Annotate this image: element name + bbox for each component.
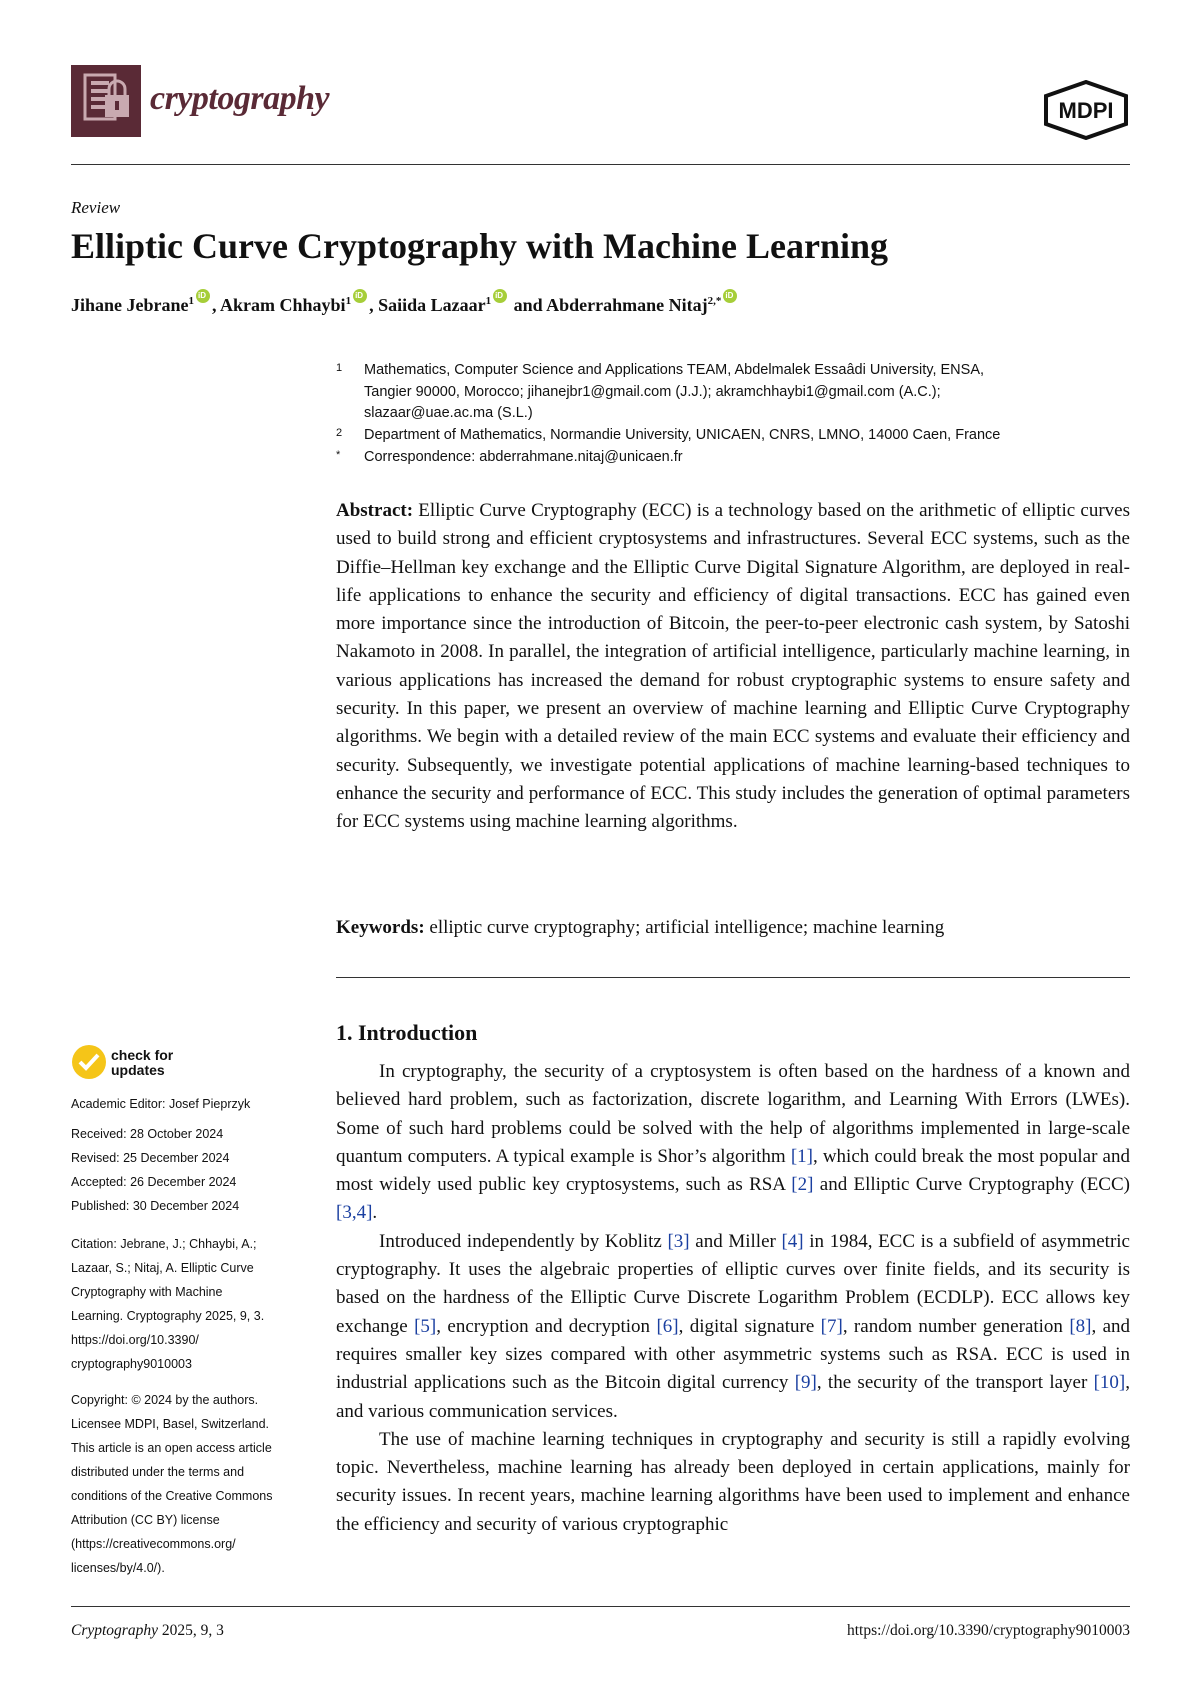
author-sup: 1 xyxy=(345,295,352,307)
affiliation-line: Mathematics, Computer Science and Applications TEAM, Abdelmalek Essaâdi University, ENSA, xyxy=(364,362,985,378)
intro-paragraph-2: Introduced independently by Koblitz [3] and Miller [4] in 1984, ECC is a subfield of asymmetric cryptography. It uses the algebraic properties of elliptic curves over finite fields, and its security is based on the hardness of the Elliptic Curve Discrete Logarithm Problem (ECDLP). ECC allows key exchange [5], encryption and decryption [6], digital signature [7], random number generation [8], and requires smaller key sizes compared with other asymmetric systems such as RSA. ECC is used in industrial applications such as the Bitcoin digital currency [9], the security of the transport layer [10], and various communication services. xyxy=(336,1230,1131,1422)
date-accepted: Accepted: 26 December 2024 xyxy=(71,1175,237,1189)
date-revised: Revised: 25 December 2024 xyxy=(71,1151,230,1165)
intro-paragraph-1: In cryptography, the security of a cryptosystem is often based on the hardness of a known and believed hard problem, such as factorization, discrete logarithm, and Learning With Errors (LWEs). Some of such hard problems could be solved with the help of algorithms implemented in large-scale quantum computers. A typical example is Shor’s algorithm [1], which could break the most popular and most widely used public key cryptosystems, such as RSA [2] and Elliptic Curve Cryptography (ECC) [3,4]. xyxy=(336,1061,1130,1224)
author-name[interactable]: Saiida Lazaar xyxy=(378,295,486,315)
citation-link[interactable]: [5] xyxy=(414,1315,437,1337)
keywords xyxy=(336,917,1130,939)
orcid-icon[interactable] xyxy=(196,289,210,303)
check-updates-line1: check for xyxy=(111,1047,174,1063)
date-received: Received: 28 October 2024 xyxy=(71,1127,224,1141)
citation-link[interactable]: [10] xyxy=(1093,1372,1126,1394)
date-published: Published: 30 December 2024 xyxy=(71,1199,240,1213)
author-sup: 1 xyxy=(485,295,492,307)
author-separator: and xyxy=(509,295,547,315)
affiliation-1 xyxy=(364,360,1124,425)
citation-link[interactable]: [6] xyxy=(656,1315,679,1337)
author-separator: , xyxy=(212,295,221,315)
keywords-label: Keywords: xyxy=(336,917,425,938)
keywords-text: elliptic curve cryptography; artificial intelligence; machine learning xyxy=(429,917,945,938)
footer-journal xyxy=(71,1622,224,1640)
affiliation-line: Tangier 90000, Morocco; jihanejbr1@gmail.com (J.J.); akramchhaybi1@gmail.com (A.C.); xyxy=(364,383,941,400)
author-name[interactable]: Akram Chhaybi xyxy=(220,295,346,315)
affiliation-line: Department of Mathematics, Normandie University, UNICAEN, CNRS, LMNO, 14000 Caen, France xyxy=(364,427,1001,443)
footer-issue: 2025, 9, 3 xyxy=(157,1622,224,1639)
citation-line: Learning. Cryptography 2025, 9, 3. xyxy=(71,1309,265,1323)
copyright-line: Copyright: © 2024 by the authors. xyxy=(71,1393,259,1407)
section-heading: 1. Introduction xyxy=(336,1020,478,1045)
article-title: Elliptic Curve Cryptography with Machine Learning xyxy=(71,226,888,266)
license-link[interactable]: (https://creativecommons.org/ xyxy=(71,1537,236,1551)
footer-rule xyxy=(71,1606,1130,1607)
affiliation-mark: 1 xyxy=(336,362,343,374)
affiliation-2 xyxy=(364,425,1124,447)
abstract-rule xyxy=(336,977,1130,978)
citation-doi-link[interactable]: https://doi.org/10.3390/ xyxy=(71,1333,199,1347)
citation-doi-link[interactable]: cryptography9010003 xyxy=(71,1357,192,1371)
author-name[interactable]: Jihane Jebrane xyxy=(71,295,189,315)
affiliation-line: Correspondence: abderrahmane.nitaj@unicaen.fr xyxy=(364,449,683,465)
article-type: Review xyxy=(71,198,121,217)
author-sup: 2,* xyxy=(707,295,722,307)
author-separator: , xyxy=(369,295,379,315)
abstract-text: Elliptic Curve Cryptography (ECC) is a technology based on the arithmetic of elliptic curves used to build strong and efficient cryptosystems and infrastructures. Several ECC systems, such as the Diffie–Hellman key exchange and the Elliptic Curve Digital Signature Algorithm, are deployed in real-life applications to enhance the security and efficiency of digital transactions. ECC has gained even more importance since the introduction of Bitcoin, the peer-to-peer electronic cash system, by Satoshi Nakamoto in 2008. In parallel, the integration of artificial intelligence, particularly machine learning, in various applications has increased the demand for robust cryptographic systems to ensure safety and security. In this paper, we present an overview of machine learning and Elliptic Curve Cryptography algorithms. We begin with a detailed review of the main ECC systems and evaluate their efficiency and security. Subsequently, we investigate potential applications of machine learning-based techniques to enhance the security and performance of ECC. This study includes the generation of optimal parameters for ECC systems using machine learning algorithms. xyxy=(336,500,1130,833)
intro-paragraph-3: The use of machine learning techniques in cryptography and security is still a rapidly evolving topic. Nevertheless, machine learning has already been deployed in certain applications, mainly for security issues. In recent years, machine learning algorithms have been used to implement and enhance the efficiency and security of various cryptographic xyxy=(336,1428,1130,1535)
mdpi-logo xyxy=(1042,80,1130,140)
orcid-icon[interactable] xyxy=(493,289,507,303)
citation-link[interactable]: [3,4] xyxy=(336,1202,373,1224)
check-updates-line2: updates xyxy=(111,1062,165,1078)
author-list xyxy=(71,290,739,316)
citation-link[interactable]: [7] xyxy=(820,1315,843,1337)
citation-link[interactable]: [3] xyxy=(667,1230,690,1252)
correspondence xyxy=(364,447,1124,469)
citation-line: Lazaar, S.; Nitaj, A. Elliptic Curve xyxy=(71,1261,254,1275)
citation-line: Citation: Jebrane, J.; Chhaybi, A.; xyxy=(71,1237,257,1251)
journal-logo xyxy=(71,65,141,137)
affiliation-mark: * xyxy=(336,449,341,461)
lock-icon xyxy=(71,65,141,137)
journal-name: cryptography xyxy=(150,80,330,117)
orcid-icon[interactable] xyxy=(723,289,737,303)
citation-line: Cryptography with Machine xyxy=(71,1285,223,1299)
abstract-label: Abstract: xyxy=(336,500,414,521)
citation-link[interactable]: [2] xyxy=(791,1174,814,1196)
footer-journal-name: Cryptography xyxy=(71,1622,158,1639)
copyright-block xyxy=(71,1388,301,1580)
footer-doi-link[interactable]: https://doi.org/10.3390/cryptography9010003 xyxy=(846,1622,1130,1639)
affiliation-line: slazaar@uae.ac.ma (S.L.) xyxy=(364,405,533,421)
citation-link[interactable]: [8] xyxy=(1069,1315,1092,1337)
author-name[interactable]: Abderrahmane Nitaj xyxy=(546,295,708,315)
check-for-updates-badge[interactable] xyxy=(71,1042,191,1082)
header-rule xyxy=(71,164,1130,165)
copyright-line: Licensee MDPI, Basel, Switzerland. xyxy=(71,1417,270,1431)
academic-editor: Academic Editor: Josef Pieprzyk xyxy=(71,1097,251,1111)
intro-body xyxy=(336,1058,1130,1539)
copyright-line: Attribution (CC BY) license xyxy=(71,1513,220,1527)
license-link[interactable]: licenses/by/4.0/). xyxy=(71,1561,165,1575)
citation-block xyxy=(71,1232,301,1376)
abstract xyxy=(336,497,1130,837)
copyright-line: distributed under the terms and xyxy=(71,1465,245,1479)
orcid-icon[interactable] xyxy=(353,289,367,303)
citation-link[interactable]: [9] xyxy=(794,1372,817,1394)
copyright-line: This article is an open access article xyxy=(71,1441,272,1455)
citation-link[interactable]: [4] xyxy=(781,1230,804,1252)
publisher-name: MDPI xyxy=(1058,98,1114,123)
dates-block xyxy=(71,1122,301,1218)
citation-link[interactable]: [1] xyxy=(790,1145,813,1167)
author-sup: 1 xyxy=(188,295,195,307)
affiliation-mark: 2 xyxy=(336,427,343,439)
copyright-line: conditions of the Creative Commons xyxy=(71,1489,273,1503)
